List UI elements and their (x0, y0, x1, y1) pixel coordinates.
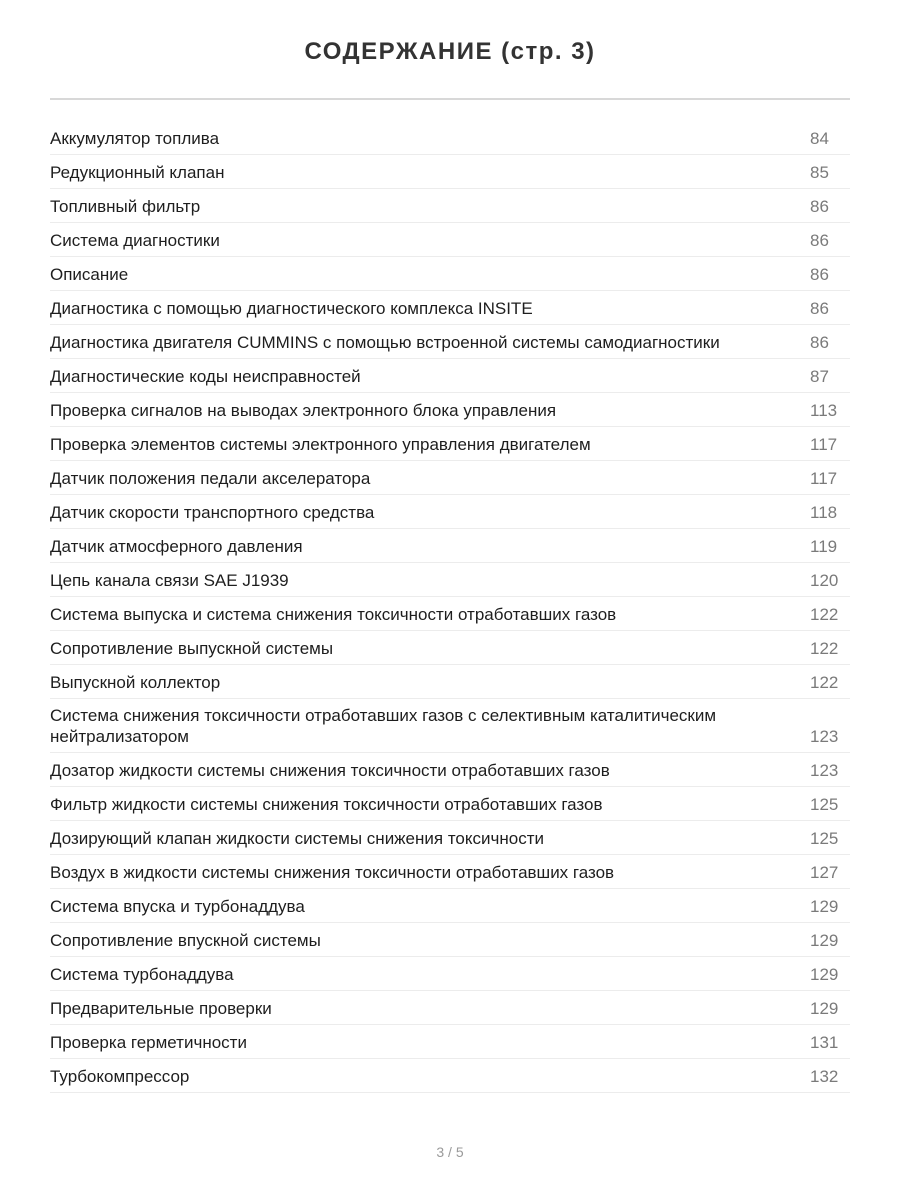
toc-entry[interactable] (50, 325, 850, 359)
toc-entry[interactable] (50, 155, 850, 189)
toc-entry-page-number: 120 (810, 571, 839, 590)
toc-entry-page-number: 86 (810, 231, 829, 250)
toc-entry-page-number: 129 (810, 931, 839, 950)
toc-entry-page-number: 122 (810, 639, 839, 658)
toc-entry[interactable] (50, 631, 850, 665)
toc-entry-title: Цепь канала связи SAE J1939 (50, 571, 289, 590)
toc-entry[interactable] (50, 699, 850, 753)
toc-entry-page-number: 84 (810, 129, 829, 148)
toc-entry-page-number: 127 (810, 863, 839, 882)
toc-entry-page-number: 118 (810, 503, 838, 522)
toc-entry[interactable] (50, 359, 850, 393)
toc-entry[interactable] (50, 665, 850, 699)
toc-entry[interactable] (50, 189, 850, 223)
toc-entry-title: Топливный фильтр (50, 197, 201, 216)
toc-entry-title: Аккумулятор топлива (50, 129, 220, 148)
toc-entry-page-number: 129 (810, 897, 839, 916)
toc-entry-title: Редукционный клапан (50, 163, 225, 182)
page-counter: 3 / 5 (436, 1144, 464, 1160)
toc-entry-page-number: 86 (810, 265, 829, 284)
title-divider (50, 98, 850, 100)
toc-entry-title: Дозирующий клапан жидкости системы снижения токсичности (50, 829, 544, 848)
toc-entry-title: Предварительные проверки (50, 999, 272, 1018)
toc-entry-page-number: 86 (810, 197, 829, 216)
toc-entry-title: Проверка элементов системы электронного управления двигателем (50, 435, 591, 454)
toc-entry-title: Система впуска и турбонаддува (50, 897, 305, 916)
toc-entry-page-number: 123 (810, 761, 839, 780)
toc-entry-title: Сопротивление выпускной системы (50, 639, 334, 658)
toc-entry-title: Датчик атмосферного давления (50, 537, 303, 556)
toc-entry-page-number: 131 (810, 1033, 839, 1052)
toc-entry-title: Турбокомпрессор (50, 1067, 190, 1086)
toc-entry-title: Система турбонаддува (50, 965, 234, 984)
toc-entry[interactable] (50, 495, 850, 529)
toc-entry-page-number: 125 (810, 795, 839, 814)
toc-entry-title: Диагностические коды неисправностей (50, 367, 361, 386)
toc-entry-page-number: 87 (810, 367, 829, 386)
toc-entry[interactable] (50, 991, 850, 1025)
toc-entry[interactable] (50, 923, 850, 957)
toc-entry-page-number: 86 (810, 299, 829, 318)
toc-entry-title: Датчик положения педали акселератора (50, 469, 371, 488)
toc-entry-title: Дозатор жидкости системы снижения токсичности отработавших газов (50, 761, 610, 780)
toc-entry-page-number: 123 (810, 727, 839, 746)
toc-entry[interactable] (50, 1025, 850, 1059)
toc-entry[interactable] (50, 821, 850, 855)
toc-entry-page-number: 132 (810, 1067, 839, 1086)
toc-entry-title: Диагностика двигателя CUMMINS с помощью встроенной системы самодиагностики (50, 333, 720, 352)
toc-entry-page-number: 86 (810, 333, 829, 352)
toc-entry-title: Воздух в жидкости системы снижения токсичности отработавших газов (50, 863, 615, 882)
toc-entry[interactable] (50, 563, 850, 597)
toc-entry-title: Датчик скорости транспортного средства (50, 503, 375, 522)
toc-entry-page-number: 122 (810, 673, 839, 692)
toc-entry[interactable] (50, 889, 850, 923)
toc-entry[interactable] (50, 461, 850, 495)
toc-entry-page-number: 129 (810, 965, 839, 984)
toc-entry-title: Выпускной коллектор (50, 673, 221, 692)
toc-entry-page-number: 117 (810, 435, 838, 454)
toc-entry-title: Фильтр жидкости системы снижения токсичности отработавших газов (50, 795, 603, 814)
toc-entry-page-number: 129 (810, 999, 839, 1018)
toc-entry[interactable] (50, 257, 850, 291)
toc-entry[interactable] (50, 291, 850, 325)
toc-entry-title: Проверка сигналов на выводах электронного блока управления (50, 401, 557, 420)
toc-entry-title: Система снижения токсичности отработавших газов с селективным каталитическим нейтрализатором (50, 706, 717, 746)
page-title: СОДЕРЖАНИЕ (стр. 3) (304, 38, 596, 65)
toc-entry[interactable] (50, 121, 850, 155)
table-of-contents (50, 121, 850, 1093)
toc-entry-title: Система выпуска и система снижения токсичности отработавших газов (50, 605, 617, 624)
toc-entry-page-number: 113 (810, 401, 838, 420)
toc-entry[interactable] (50, 223, 850, 257)
toc-entry-page-number: 125 (810, 829, 839, 848)
toc-entry-title: Сопротивление впускной системы (50, 931, 321, 950)
toc-entry-title: Система диагностики (50, 231, 220, 250)
toc-entry[interactable] (50, 855, 850, 889)
toc-entry-title: Диагностика с помощью диагностического комплекса INSITE (50, 299, 533, 318)
toc-entry-page-number: 122 (810, 605, 839, 624)
toc-entry[interactable] (50, 753, 850, 787)
toc-entry[interactable] (50, 597, 850, 631)
toc-entry[interactable] (50, 1059, 850, 1093)
toc-entry[interactable] (50, 957, 850, 991)
toc-entry[interactable] (50, 787, 850, 821)
toc-entry[interactable] (50, 427, 850, 461)
toc-entry-page-number: 85 (810, 163, 829, 182)
toc-entry-page-number: 117 (810, 469, 838, 488)
toc-entry-page-number: 119 (810, 537, 838, 556)
toc-entry[interactable] (50, 529, 850, 563)
toc-entry-title: Проверка герметичности (50, 1033, 247, 1052)
toc-entry[interactable] (50, 393, 850, 427)
toc-entry-title: Описание (50, 265, 129, 284)
